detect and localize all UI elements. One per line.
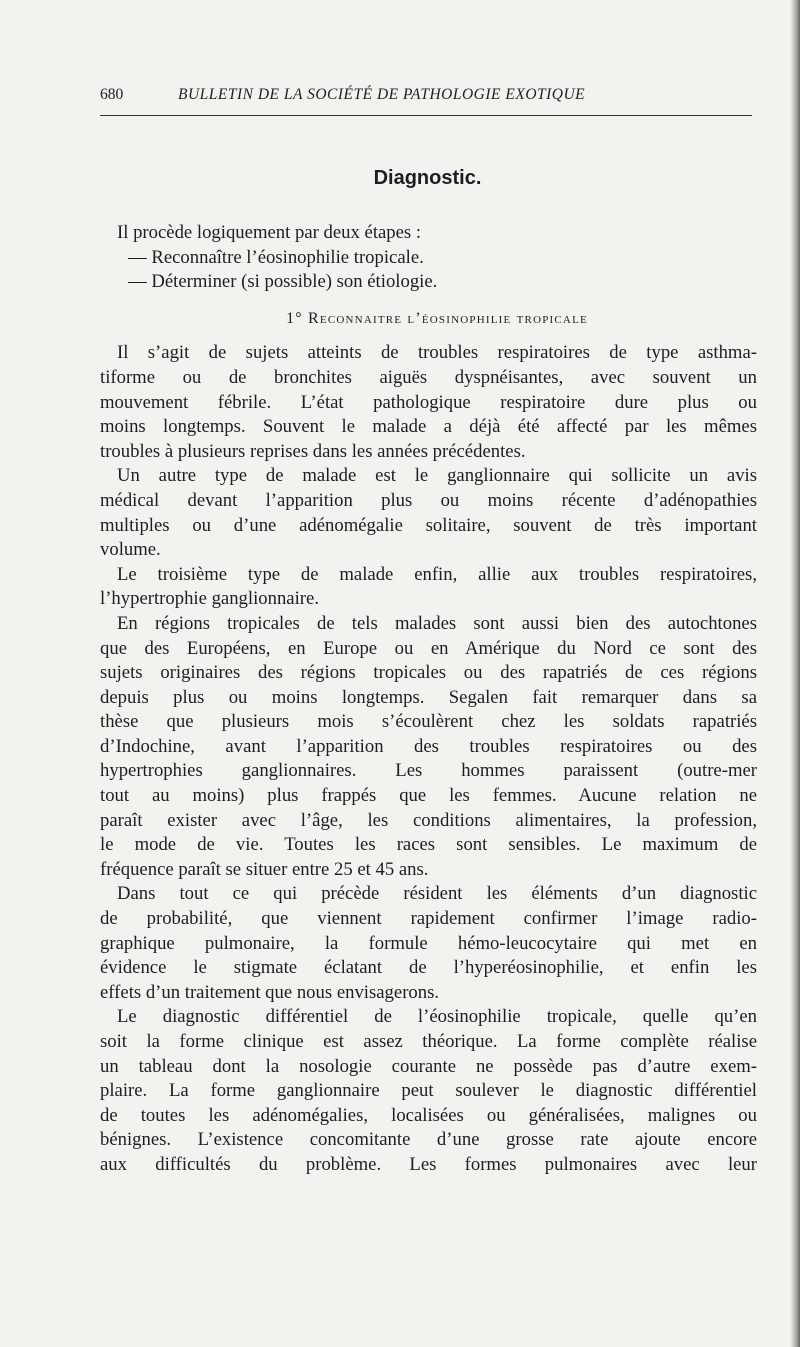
body-line: tout au moins) plus frappés que les femmes. Aucune relation ne [100, 785, 757, 807]
body-line: bénignes. L’existence concomitante d’une grosse rate ajoute encore [100, 1129, 757, 1151]
body-line: En régions tropicales de tels malades sont aussi bien des autochtones [117, 612, 757, 634]
body-line: médical devant l’apparition plus ou moins récente d’adénopathies [100, 489, 757, 511]
body-line: de probabilité, que viennent rapidement confirmer l’image radio- [100, 908, 757, 930]
section-title: Diagnostic. [373, 167, 482, 189]
body-line: que des Européens, en Europe ou en Amérique du Nord ce sont des [100, 637, 757, 659]
body-line: soit la forme clinique est assez théorique. La forme complète réalise [100, 1031, 757, 1052]
page-number: 680 [100, 86, 124, 103]
body-line: de toutes les adénomégalies, localisées ou généralisées, malignes ou [100, 1104, 757, 1126]
body-line: un tableau dont la nosologie courante ne possède pas d’autre exem- [100, 1055, 757, 1077]
body-line: plaire. La forme ganglionnaire peut soulever le diagnostic différentiel [100, 1080, 757, 1102]
body-line: Il s’agit de sujets atteints de troubles respiratoires de type asthma- [117, 342, 757, 364]
intro-line: — Déterminer (si possible) son étiologie. [128, 271, 438, 293]
journal-title: BULLETIN DE LA SOCIÉTÉ DE PATHOLOGIE EXOTIQUE [178, 86, 586, 103]
body-line: Un autre type de malade est le ganglionnaire qui sollicite un avis [117, 465, 757, 487]
intro-line: Il procède logiquement par deux étapes : [117, 222, 422, 243]
body-line: Dans tout ce qui précède résident les éléments d’un diagnostic [117, 883, 757, 905]
body-line: depuis plus ou moins longtemps. Segalen fait remarquer dans sa [100, 686, 757, 708]
header-rule [100, 115, 752, 116]
body-line: sujets originaires des régions tropicales ou des rapatriés de ces régions [100, 662, 757, 684]
body-line: aux difficultés du problème. Les formes pulmonaires avec leur [100, 1153, 757, 1175]
running-header [100, 86, 752, 104]
body-line: volume. [100, 539, 161, 561]
subheading: 1° Reconnaitre l’éosinophilie tropicale [286, 309, 588, 327]
body-line: le mode de vie. Toutes les races sont sensibles. Le maximum de [100, 834, 757, 856]
body-line: Le diagnostic différentiel de l’éosinophilie tropicale, quelle qu’en [117, 1006, 757, 1028]
body-line: thèse que plusieurs mois s’écoulèrent chez les soldats rapatriés [100, 711, 757, 733]
text-column [100, 221, 757, 1178]
body-line: effets d’un traitement que nous envisagerons. [100, 981, 440, 1003]
body-line: mouvement fébrile. L’état pathologique respiratoire dure plus ou [100, 391, 757, 413]
body-line: multiples ou d’une adénomégalie solitaire, souvent de très important [100, 514, 757, 536]
body-line: graphique pulmonaire, la formule hémo-leucocytaire qui met en [100, 932, 757, 954]
body-line: fréquence paraît se situer entre 25 et 45 ans. [100, 858, 429, 880]
body-line: Le troisième type de malade enfin, allie aux troubles respiratoires, [117, 563, 757, 585]
page-edge-shadow [790, 0, 800, 1347]
body-line: troubles à plusieurs reprises dans les années précédentes. [100, 440, 526, 462]
body-line: hypertrophies ganglionnaires. Les hommes paraissent (outre-mer [100, 760, 757, 782]
body-line: évidence le stigmate éclatant de l’hyperéosinophilie, et enfin les [100, 957, 757, 979]
body-line: l’hypertrophie ganglionnaire. [100, 588, 319, 610]
body-line: d’Indochine, avant l’apparition des troubles respiratoires ou des [100, 735, 757, 757]
body-line: moins longtemps. Souvent le malade a déjà été affecté par les mêmes [100, 416, 757, 438]
body-line: tiforme ou de bronchites aiguës dyspnéisantes, avec souvent un [100, 366, 757, 388]
intro-line: — Reconnaître l’éosinophilie tropicale. [128, 246, 424, 268]
body-line: paraît exister avec l’âge, les conditions alimentaires, la profession, [100, 809, 757, 831]
